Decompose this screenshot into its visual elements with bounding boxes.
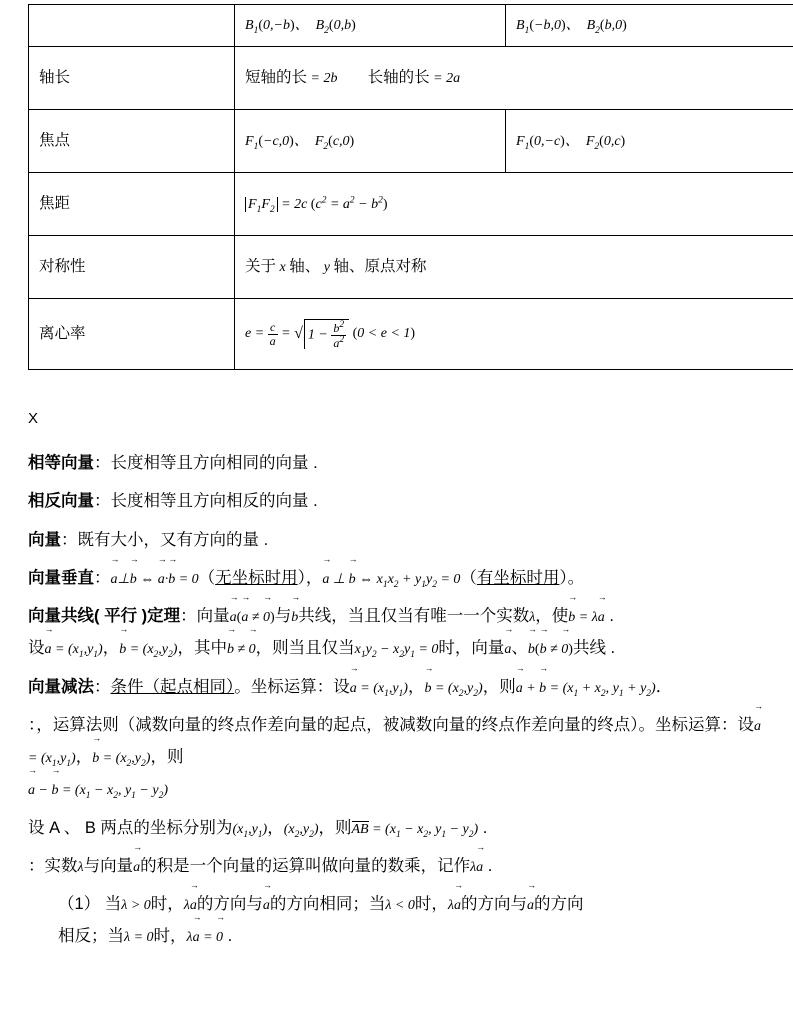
note-vector-perpendicular: 向量垂直：a →⊥b → ⇔ a →·b → = 0（无坐标时用），a → ⊥ b → ⇔ $x_1x_2 + y_1y_2 = 0$（有坐标时用）。 [28,562,765,594]
underline-no-coord: 无坐标时用 [215,569,298,587]
underline-with-coord: 有坐标时用 [477,569,560,587]
row-mid-cell: $F_1F_2 = 2c$ $(c^2 = a^2 - b^2)$ [235,173,793,236]
note-vector-addition: 向量减法：条件（起点相同）。坐标运算：设a → = $(x_1,y_1)$，b → = $(x_2,y_2)$，则a → + b → = ($x_1 + x_2$, $y_1 + y_2$)． [28,671,765,703]
table-row [29,5,793,47]
table-row [29,236,793,299]
collinear-theorem-line2: 设a → = $(x_1,y_1)$，b → = $(x_2,y_2)$，其中b → ≠ 0 →，则当且仅当$x_1y_2 - x_2y_1 = 0$时，向量a →、b →(b → ≠ 0 →)共线 . [28,632,765,664]
table-row [29,110,793,173]
row-mid-cell: $F_1(-c,0)$、 $F_2(c,0)$ [235,110,506,173]
table-row [29,299,793,370]
table-row [29,173,793,236]
row-mid-cell: $B_1(0,-b)$、 $B_2(0,b)$ [235,5,506,47]
row-label-cell: 离心率 [29,299,235,370]
row-right-cell: $F_1(0,-c)$、 $F_2(0,c)$ [506,110,793,173]
ellipse-properties-table [28,4,793,370]
scalar-rule-1-line2: 相反；当λ = 0时，λa → = 0 → . [58,920,765,952]
subtraction-formula: a → − b → = ($x_1 - x_2$, $y_1 - y_2$) [28,773,765,805]
term-text: ：长度相等且方向相同的向量 . [94,454,318,472]
term-label: 向量减法 [28,678,94,696]
note-opposite-vectors [28,485,765,517]
note-collinear-theorem: 向量共线( 平行 )定理：向量a →(a → ≠ 0 →)与b →共线，当且仅当有唯一一个实数λ，使b → = λa → . 设a → = $(x_1,y_1)$，b → = $(x_2,y_2)$，其中b → ≠ 0 →，则当且仅当$x_1y_2 - x_2y_1 = 0$时，向量a →、b →(b → ≠ 0 →)共线 . [28,600,765,664]
row-mid-cell: 关于 x 轴、 y 轴、原点对称 [235,236,793,299]
note-vector-definition [28,524,765,556]
term-text: ：既有大小，又有方向的量 . [61,531,268,549]
term-label: 相等向量 [28,454,94,472]
section-marker: X [28,404,765,433]
document-page [0,4,793,1009]
term-label: 向量 [28,531,61,549]
row-right-cell: $B_1(-b,0)$、 $B_2(b,0)$ [506,5,793,47]
note-scalar-multiplication: ：实数λ与向量a →的积是一个向量的运算叫做向量的数乘，记作λa → . [28,850,765,882]
note-scalar-rule-1: （1） 当λ > 0时，λa →的方向与a →的方向相同；当λ < 0时，λa →的方向与a →的方向 相反；当λ = 0时，λa → = 0 → . [58,888,765,952]
row-label-cell: 轴长 [29,47,235,110]
row-label-cell: 对称性 [29,236,235,299]
note-vector-subtraction: ：，运算法则（减数向量的终点作差向量的起点，被减数向量的终点作差向量的终点）。坐标运算：设a → = $(x_1,y_1)$，b → = $(x_2,y_2)$，则 a → − b → = ($x_1 - x_2$, $y_1 - y_2$) [28,709,765,806]
term-text: ：长度相等且方向相反的向量 . [94,492,318,510]
vector-notes-section [28,404,765,953]
underline-addition-condition: 条件（起点相同） [111,678,235,696]
row-label-cell: 焦距 [29,173,235,236]
row-mid-cell: 短轴的长 = 2b 长轴的长 = 2a [235,47,793,110]
row-mid-cell: e = $\frac{c}{a}$ = √ 1 − $\frac{b^2}{a^2}$ (0 < e < 1) [235,299,793,370]
table-row [29,47,793,110]
note-ab-coordinates: 设 A 、 B 两点的坐标分别为$(x_1,y_1)$，$(x_2,y_2)$，则AB = ($x_1 - x_2$, $y_1 - y_2$) . [28,812,765,844]
note-equal-vectors [28,447,765,479]
term-label: 向量共线( 平行 )定理 [28,607,180,625]
term-label: 向量垂直 [28,569,94,587]
row-label-cell [29,5,235,47]
row-label-cell: 焦点 [29,110,235,173]
term-label: 相反向量 [28,492,94,510]
